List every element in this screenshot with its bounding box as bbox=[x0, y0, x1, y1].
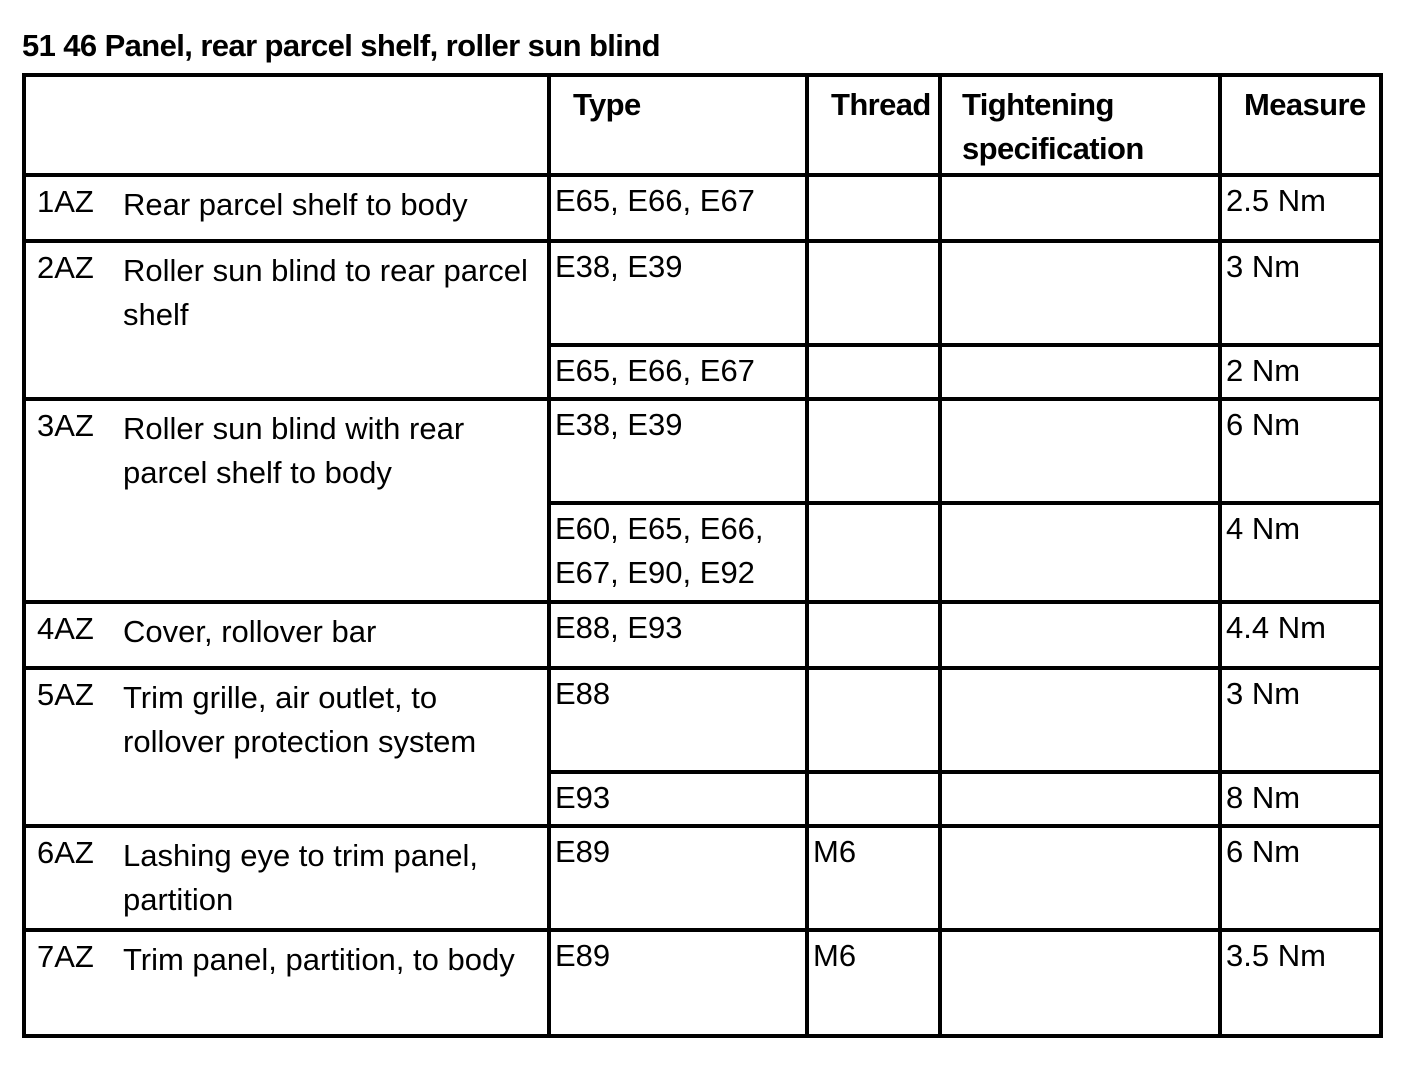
measure-cell: 6 Nm bbox=[1220, 826, 1381, 930]
type-cell: E89 bbox=[549, 826, 807, 930]
tightening-cell bbox=[940, 241, 1220, 345]
item-description: Lashing eye to trim panel, partition bbox=[123, 838, 478, 917]
tightening-cell bbox=[940, 826, 1220, 930]
column-header-type: Type bbox=[549, 75, 807, 175]
type-cell: E93 bbox=[549, 772, 807, 826]
thread-cell bbox=[807, 345, 940, 399]
measure-cell: 2.5 Nm bbox=[1220, 175, 1381, 241]
item-cell bbox=[24, 399, 549, 602]
tightening-cell bbox=[940, 399, 1220, 503]
item-description: Roller sun blind with rear parcel shelf to body bbox=[123, 411, 465, 490]
measure-cell: 3 Nm bbox=[1220, 668, 1381, 772]
item-description: Trim grille, air outlet, to rollover protection system bbox=[123, 680, 477, 759]
item-cell bbox=[24, 602, 549, 668]
item-code: 6AZ bbox=[37, 835, 94, 870]
type-cell: E38, E39 bbox=[549, 399, 807, 503]
thread-cell bbox=[807, 175, 940, 241]
item-code: 4AZ bbox=[37, 611, 94, 646]
table-row bbox=[24, 241, 1381, 345]
thread-cell bbox=[807, 399, 940, 503]
table-row bbox=[24, 668, 1381, 772]
item-code: 7AZ bbox=[37, 939, 94, 974]
item-description: Rear parcel shelf to body bbox=[123, 187, 468, 222]
column-header-measure: Measure bbox=[1220, 75, 1381, 175]
table-header-row bbox=[24, 75, 1381, 175]
measure-cell: 6 Nm bbox=[1220, 399, 1381, 503]
tightening-cell bbox=[940, 930, 1220, 1036]
thread-cell: M6 bbox=[807, 826, 940, 930]
type-cell: E38, E39 bbox=[549, 241, 807, 345]
item-code: 1AZ bbox=[37, 184, 94, 219]
tightening-torque-table bbox=[22, 73, 1383, 1038]
thread-cell bbox=[807, 772, 940, 826]
item-cell bbox=[24, 241, 549, 399]
tightening-cell bbox=[940, 602, 1220, 668]
tightening-cell bbox=[940, 772, 1220, 826]
measure-cell: 2 Nm bbox=[1220, 345, 1381, 399]
table-row bbox=[24, 930, 1381, 1036]
thread-cell bbox=[807, 503, 940, 602]
item-cell bbox=[24, 668, 549, 826]
item-code: 5AZ bbox=[37, 677, 94, 712]
table-row bbox=[24, 602, 1381, 668]
thread-cell: M6 bbox=[807, 930, 940, 1036]
measure-cell: 3 Nm bbox=[1220, 241, 1381, 345]
item-description: Roller sun blind to rear parcel shelf bbox=[123, 253, 528, 332]
type-cell: E89 bbox=[549, 930, 807, 1036]
type-cell: E60, E65, E66, E67, E90, E92 bbox=[549, 503, 807, 602]
thread-cell bbox=[807, 602, 940, 668]
item-cell bbox=[24, 826, 549, 930]
thread-cell bbox=[807, 668, 940, 772]
type-cell: E65, E66, E67 bbox=[549, 345, 807, 399]
measure-cell: 3.5 Nm bbox=[1220, 930, 1381, 1036]
thread-cell bbox=[807, 241, 940, 345]
item-cell bbox=[24, 175, 549, 241]
table-row bbox=[24, 175, 1381, 241]
tightening-cell bbox=[940, 345, 1220, 399]
item-code: 3AZ bbox=[37, 408, 94, 443]
table-row bbox=[24, 826, 1381, 930]
item-cell bbox=[24, 930, 549, 1036]
table-row bbox=[24, 399, 1381, 503]
page-title: 51 46 Panel, rear parcel shelf, roller sun blind bbox=[22, 28, 660, 63]
measure-cell: 4.4 Nm bbox=[1220, 602, 1381, 668]
column-header-thread: Thread bbox=[807, 75, 940, 175]
type-cell: E88, E93 bbox=[549, 602, 807, 668]
type-cell: E65, E66, E67 bbox=[549, 175, 807, 241]
measure-cell: 4 Nm bbox=[1220, 503, 1381, 602]
tightening-cell bbox=[940, 668, 1220, 772]
column-header-tightening-specification: Tightening specification bbox=[940, 75, 1220, 175]
item-description: Cover, rollover bar bbox=[123, 614, 377, 649]
tightening-cell bbox=[940, 503, 1220, 602]
measure-cell: 8 Nm bbox=[1220, 772, 1381, 826]
item-description: Trim panel, partition, to body bbox=[123, 942, 515, 977]
column-header-item bbox=[24, 75, 549, 175]
item-code: 2AZ bbox=[37, 250, 94, 285]
type-cell: E88 bbox=[549, 668, 807, 772]
tightening-cell bbox=[940, 175, 1220, 241]
